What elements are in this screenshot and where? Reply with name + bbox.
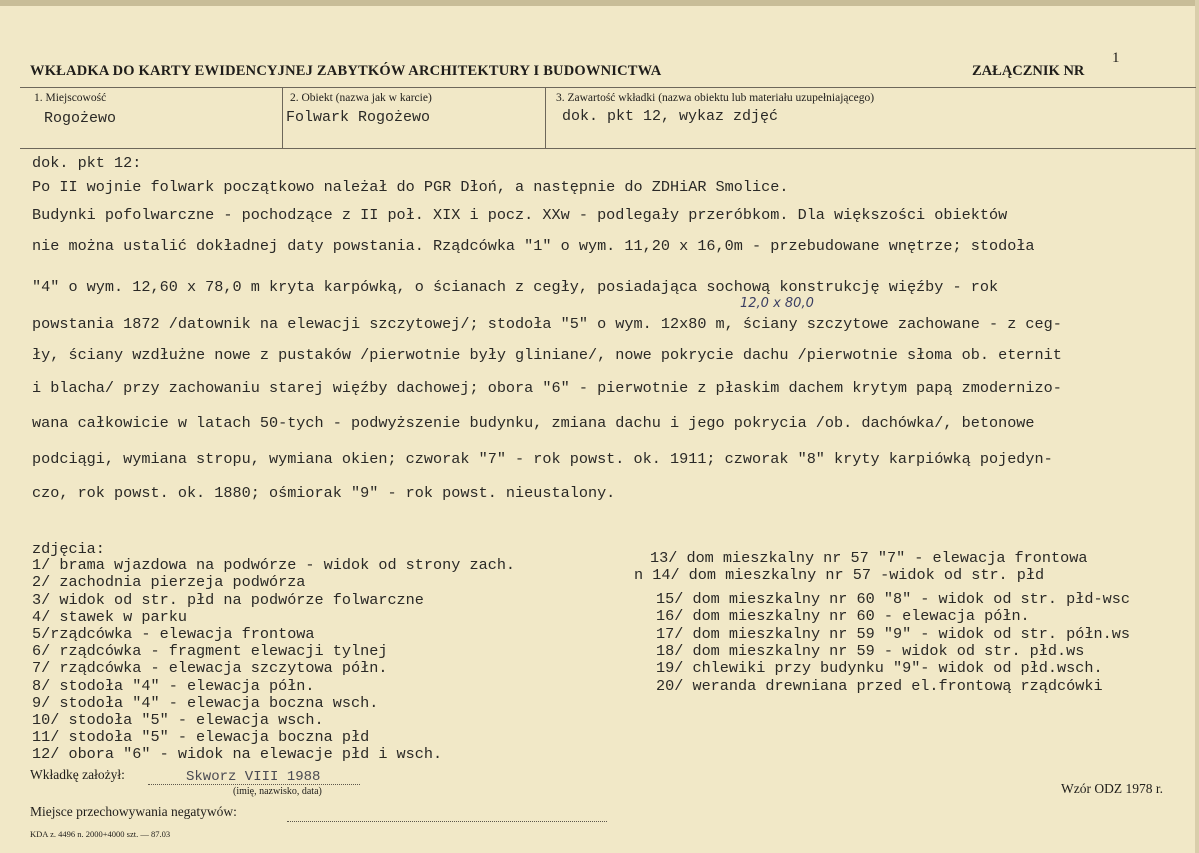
header-rule	[20, 87, 1196, 88]
body-line: nie można ustalić dokładnej daty powstania. Rządcówka "1" o wym. 11,20 x 16,0m - przebudowane wnętrze; stodoła	[32, 237, 1035, 255]
photo-item: 12/ obora "6" - widok na elewacje płd i wsch.	[32, 745, 443, 763]
contents-label: 3. Zawartość wkładki (nazwa obiektu lub materiału uzupełniającego)	[556, 92, 875, 104]
object-label: 2. Obiekt (nazwa jak w karcie)	[290, 92, 432, 104]
page-number: 1	[1112, 50, 1120, 66]
created-by-value: Skworz VIII 1988	[186, 769, 321, 785]
field-divider-2	[545, 88, 546, 148]
photo-item: 17/ dom mieszkalny nr 59 "9" - widok od str. półn.ws	[656, 625, 1130, 643]
photo-item: 9/ stodoła "4" - elewacja boczna wsch.	[32, 694, 379, 712]
body-line: i blacha/ przy zachowaniu starej więźby dachowej; obora "6" - pierwotnie z płaskim dachem krytym papą zmodernizo-	[32, 379, 1062, 397]
created-by-label: Wkładkę założył:	[30, 767, 125, 782]
photo-item: 16/ dom mieszkalny nr 60 - elewacja półn.	[656, 607, 1030, 625]
photo-item: 3/ widok od str. płd na podwórze folwarczne	[32, 591, 424, 609]
photo-item: 5/rządcówka - elewacja frontowa	[32, 625, 315, 643]
photo-item: 18/ dom mieszkalny nr 59 - widok od str. płd.ws	[656, 642, 1085, 660]
fields-bottom-rule	[20, 148, 1196, 149]
photos-heading: zdjęcia:	[32, 540, 105, 558]
card-title: WKŁADKA DO KARTY EWIDENCYJNEJ ZABYTKÓW ARCHITEKTURY I BUDOWNICTWA	[30, 63, 662, 79]
storage-dots	[287, 821, 607, 822]
field-divider-1	[282, 88, 283, 148]
annex-label: ZAŁĄCZNIK NR	[972, 63, 1085, 79]
photo-item: n 14/ dom mieszkalny nr 57 -widok od str. płd	[634, 566, 1045, 584]
body-line: Po II wojnie folwark początkowo należał do PGR Dłoń, a następnie do ZDHiAR Smolice.	[32, 178, 789, 196]
storage-label: Miejsce przechowywania negatywów:	[30, 804, 237, 819]
body-line: ły, ściany wzdłużne nowe z pustaków /pierwotnie były gliniane/, nowe pokrycie dachu /pierwotnie słoma ob. eternit	[32, 346, 1062, 364]
body-line: wana całkowicie w latach 50-tych - podwyższenie budynku, zmiana dachu i jego pokrycia /ob. dachówka/, betonowe	[32, 414, 1035, 432]
body-line: Budynki pofolwarczne - pochodzące z II poł. XIX i pocz. XXw - podlegały przeróbkom. Dla większości obiektów	[32, 206, 1008, 224]
handwritten-correction: 12,0 x 80,0	[740, 296, 814, 311]
photo-item: 13/ dom mieszkalny nr 57 "7" - elewacja frontowa	[650, 549, 1088, 567]
object-value: Folwark Rogożewo	[286, 109, 431, 126]
photo-item: 1/ brama wjazdowa na podwórze - widok od strony zach.	[32, 556, 516, 574]
photo-item: 15/ dom mieszkalny nr 60 "8" - widok od str. płd-wsc	[656, 590, 1130, 608]
photo-item: 6/ rządcówka - fragment elewacji tylnej	[32, 642, 388, 660]
print-info: KDA z. 4496 n. 2000+4000 szt. — 87.03	[30, 829, 171, 839]
photo-item: 7/ rządcówka - elewacja szczytowa półn.	[32, 659, 388, 677]
body-line: powstania 1872 /datownik na elewacji szczytowej/; stodoła "5" o wym. 12x80 m, ściany szczytowe zachowane - z ceg-	[32, 315, 1062, 333]
photo-item: 19/ chlewiki przy budynku "9"- widok od płd.wsch.	[656, 659, 1103, 677]
photo-item: 11/ stodoła "5" - elewacja boczna płd	[32, 728, 370, 746]
form-model: Wzór ODZ 1978 r.	[1061, 781, 1163, 796]
created-by-hint: (imię, nazwisko, data)	[233, 786, 322, 797]
card-top-edge	[0, 0, 1199, 6]
photo-item: 20/ weranda drewniana przed el.frontową rządcówki	[656, 677, 1103, 695]
photo-item: 8/ stodoła "4" - elewacja półn.	[32, 677, 315, 695]
contents-value: dok. pkt 12, wykaz zdjęć	[562, 108, 779, 125]
photo-item: 2/ zachodnia pierzeja podwórza	[32, 573, 306, 591]
body-line: dok. pkt 12:	[32, 154, 142, 172]
photo-item: 4/ stawek w parku	[32, 608, 187, 626]
body-line: czo, rok powst. ok. 1880; ośmiorak "9" - rok powst. nieustalony.	[32, 484, 616, 502]
locality-value: Rogożewo	[44, 110, 117, 127]
photo-item: 10/ stodoła "5" - elewacja wsch.	[32, 711, 324, 729]
body-line: "4" o wym. 12,60 x 78,0 m kryta karpówką, o ścianach z cegły, posiadająca sochową konstrukcję więźby - rok	[32, 278, 999, 296]
locality-label: 1. Miejscowość	[34, 92, 107, 104]
body-line: podciągi, wymiana stropu, wymiana okien; czworak "7" - rok powst. ok. 1911; czworak "8" kryty karpiówką pojedyn-	[32, 450, 1053, 468]
card-right-edge	[1195, 0, 1199, 853]
